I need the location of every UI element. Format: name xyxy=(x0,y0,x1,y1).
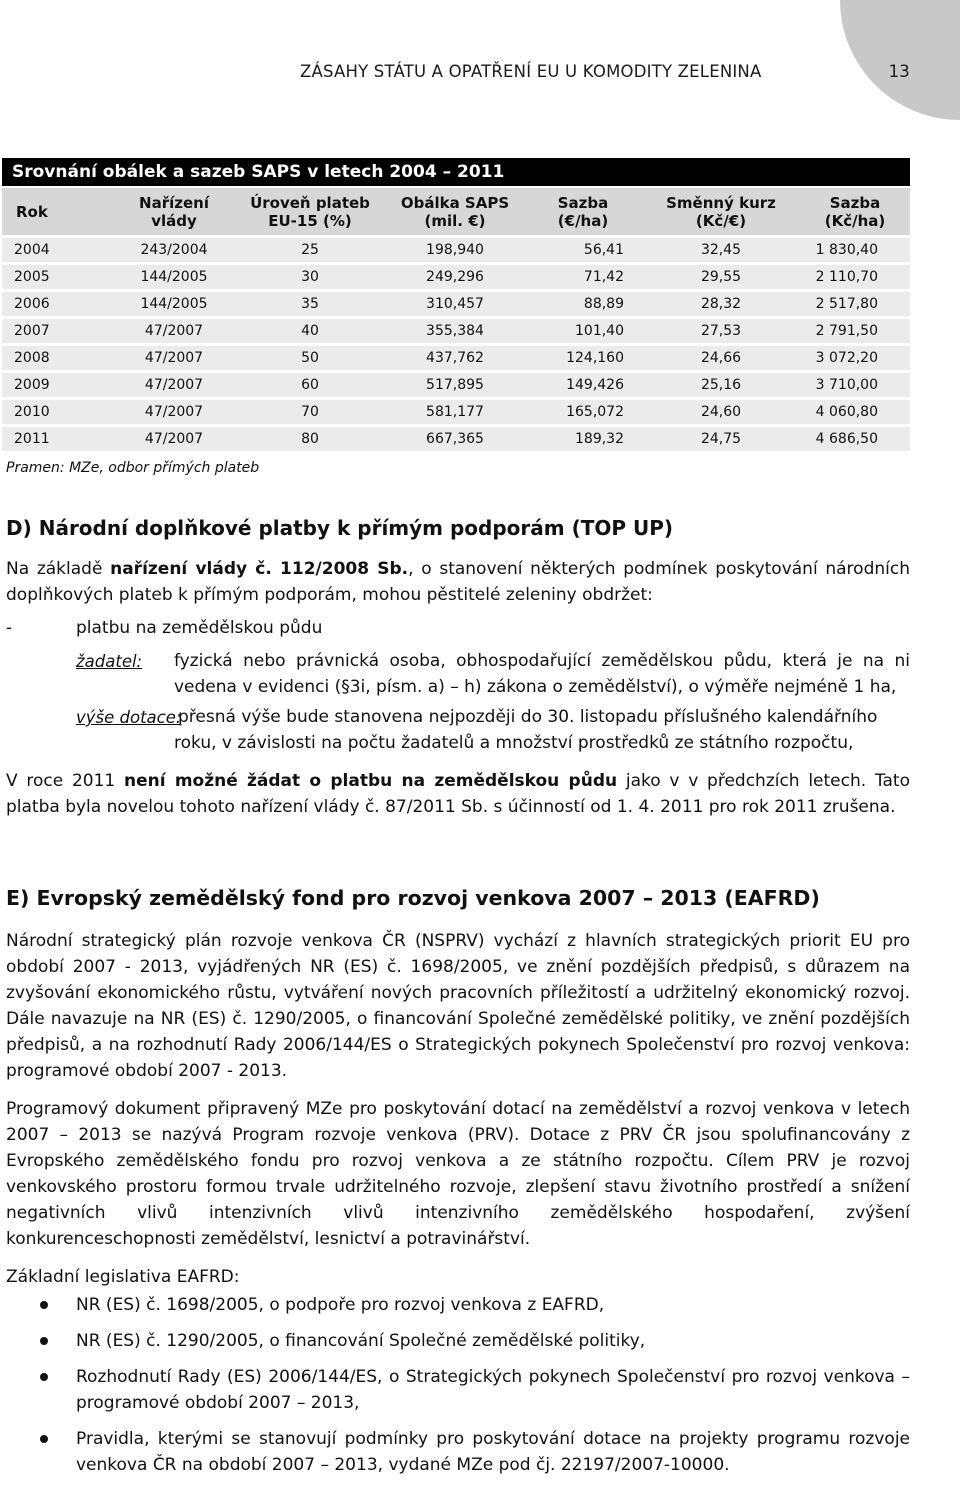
section-d-heading: D) Národní doplňkové platby k přímým podporám (TOP UP) xyxy=(6,516,674,540)
table-cell: 144/2005 xyxy=(114,291,234,318)
table-cell: 47/2007 xyxy=(114,345,234,372)
table-row xyxy=(2,399,910,426)
table-cell: 310,457 xyxy=(386,291,524,318)
legislation-item-text: Rozhodnutí Rady (ES) 2006/144/ES, o Strategických pokynech Společenství pro rozvoj venkova – programové období 2007 – 2013, xyxy=(76,1367,910,1413)
legislation-label: Základní legislativa EAFRD: xyxy=(6,1267,240,1287)
table-row xyxy=(2,345,910,372)
table-row xyxy=(2,264,910,291)
legislation-item-text: Pravidla, kterými se stanovují podmínky pro poskytování dotace na projekty programu rozvoje venkova ČR na období 2007 – 2013, vydané MZe pod čj. 22197/2007-10000. xyxy=(76,1429,910,1475)
bullet-icon xyxy=(40,1301,48,1309)
table-cell: 28,32 xyxy=(642,291,800,318)
col-header-uroven: Úroveň plateb EU-15 (%) xyxy=(234,188,386,237)
table-row xyxy=(2,318,910,345)
col-header-sazba-eur: Sazba (€/ha) xyxy=(524,188,642,237)
bullet-icon xyxy=(40,1337,48,1345)
amount-label: výše dotace: xyxy=(76,708,182,727)
table-cell: 2004 xyxy=(2,237,114,264)
table-cell: 2009 xyxy=(2,372,114,399)
table-cell: 24,66 xyxy=(642,345,800,372)
applicant-label: žadatel: xyxy=(76,652,143,671)
table-cell: 47/2007 xyxy=(114,426,234,452)
table-cell: 4 686,50 xyxy=(800,426,910,452)
table-cell: 189,32 xyxy=(524,426,642,452)
table-cell: 3 072,20 xyxy=(800,345,910,372)
table-cell: 243/2004 xyxy=(114,237,234,264)
page-number: 13 xyxy=(888,62,910,81)
table-cell: 2007 xyxy=(2,318,114,345)
table-cell: 47/2007 xyxy=(114,399,234,426)
legislation-item-text: NR (ES) č. 1698/2005, o podpoře pro rozvoj venkova z EAFRD, xyxy=(76,1295,605,1315)
col-header-sazba-czk: Sazba (Kč/ha) xyxy=(800,188,910,237)
table-cell: 24,60 xyxy=(642,399,800,426)
legislation-item xyxy=(6,1364,910,1416)
table-cell: 40 xyxy=(234,318,386,345)
table-row xyxy=(2,237,910,264)
applicant-text: fyzická nebo právnická osoba, obhospodařující zemědělskou půdu, která je na ni vedena v evidenci (§3i, písm. a) – h) zákona o zemědělství), o výměře nejméně 1 ha, xyxy=(174,651,910,697)
table-cell: 1 830,40 xyxy=(800,237,910,264)
legislation-item xyxy=(6,1328,910,1354)
table-cell: 25,16 xyxy=(642,372,800,399)
table-cell: 581,177 xyxy=(386,399,524,426)
col-header-rok: Rok xyxy=(2,188,114,237)
table-cell: 144/2005 xyxy=(114,264,234,291)
table-cell: 101,40 xyxy=(524,318,642,345)
table-cell: 2010 xyxy=(2,399,114,426)
legislation-item xyxy=(6,1292,910,1318)
running-title: ZÁSAHY STÁTU A OPATŘENÍ EU U KOMODITY ZELENINA xyxy=(300,62,762,81)
section-d-intro: Na základě nařízení vlády č. 112/2008 Sb., o stanovení některých podmínek poskytování národních doplňkových plateb k přímým podporám, mohou pěstitelé zeleniny obdržet: xyxy=(6,559,910,605)
page-corner-decoration xyxy=(840,0,960,120)
amount-text-2: roku, v závislosti na počtu žadatelů a množství prostředků ze státního rozpočtu, xyxy=(174,733,854,753)
table-cell: 25 xyxy=(234,237,386,264)
table-cell: 149,426 xyxy=(524,372,642,399)
table-cell: 517,895 xyxy=(386,372,524,399)
table-cell: 249,296 xyxy=(386,264,524,291)
section-e-paragraph-1: Národní strategický plán rozvoje venkova ČR (NSPRV) vychází z hlavních strategických priorit EU pro období 2007 - 2013, vyjádřených NR (ES) č. 1698/2005, ve znění pozdějších předpisů, s důrazem na zvyšování ekonomického růstu, vytváření nových pracovních příležitostí a udržitelný ekonomický rozvoj. Dále navazuje na NR (ES) č. 1290/2005, o financování Společné zemědělské politiky, ve znění pozdějších předpisů, a na rozhodnutí Rady 2006/144/ES o Strategických pokynech Společenství pro rozvoj venkova: programové období 2007 - 2013. xyxy=(6,931,910,1081)
saps-table xyxy=(2,188,910,451)
table-cell: 50 xyxy=(234,345,386,372)
table-cell: 56,41 xyxy=(524,237,642,264)
table-cell: 437,762 xyxy=(386,345,524,372)
legislation-item xyxy=(6,1426,910,1478)
table-cell: 2005 xyxy=(2,264,114,291)
table-row xyxy=(2,372,910,399)
table-cell: 2 791,50 xyxy=(800,318,910,345)
col-header-narizeni: Nařízení vlády xyxy=(114,188,234,237)
table-cell: 32,45 xyxy=(642,237,800,264)
table-cell: 70 xyxy=(234,399,386,426)
table-cell: 35 xyxy=(234,291,386,318)
dash-marker: - xyxy=(6,618,13,638)
table-cell: 88,89 xyxy=(524,291,642,318)
table-cell: 60 xyxy=(234,372,386,399)
payment-item-label: platbu na zemědělskou půdu xyxy=(76,618,323,638)
table-title-bar xyxy=(2,158,910,186)
table-cell: 667,365 xyxy=(386,426,524,452)
table-cell: 71,42 xyxy=(524,264,642,291)
table-cell: 355,384 xyxy=(386,318,524,345)
table-cell: 2011 xyxy=(2,426,114,452)
table-cell: 2008 xyxy=(2,345,114,372)
table-cell: 80 xyxy=(234,426,386,452)
table-cell: 30 xyxy=(234,264,386,291)
table-cell: 47/2007 xyxy=(114,372,234,399)
amount-text-1: přesná výše bude stanovena nejpozději do 30. listopadu příslušného kalendářního xyxy=(178,707,878,727)
table-title: Srovnání obálek a sazeb SAPS v letech 2004 – 2011 xyxy=(12,162,505,182)
table-cell: 198,940 xyxy=(386,237,524,264)
table-cell: 2 517,80 xyxy=(800,291,910,318)
legislation-item-text: NR (ES) č. 1290/2005, o financování Společné zemědělské politiky, xyxy=(76,1331,646,1351)
table-cell: 165,072 xyxy=(524,399,642,426)
table-cell: 3 710,00 xyxy=(800,372,910,399)
bullet-icon xyxy=(40,1435,48,1443)
table-cell: 27,53 xyxy=(642,318,800,345)
table-header-row xyxy=(2,188,910,237)
page-header xyxy=(300,62,910,86)
col-header-kurz: Směnný kurz (Kč/€) xyxy=(642,188,800,237)
table-cell: 4 060,80 xyxy=(800,399,910,426)
table-row xyxy=(2,426,910,452)
bullet-icon xyxy=(40,1373,48,1381)
col-header-obalka: Obálka SAPS (mil. €) xyxy=(386,188,524,237)
section-d-note: V roce 2011 není možné žádat o platbu na zemědělskou půdu jako v v předchzích letech. Tato platba byla novelou tohoto nařízení vlády č. 87/2011 Sb. s účinností od 1. 4. 2011 pro rok 2011 zrušena. xyxy=(6,771,910,817)
section-e-heading: E) Evropský zemědělský fond pro rozvoj venkova 2007 – 2013 (EAFRD) xyxy=(6,886,820,910)
legislation-list xyxy=(6,1292,910,1488)
table-cell: 47/2007 xyxy=(114,318,234,345)
section-e-paragraph-2: Programový dokument připravený MZe pro poskytování dotací na zemědělství a rozvoj venkova v letech 2007 – 2013 se nazývá Program rozvoje venkova (PRV). Dotace z PRV ČR jsou spolufinancovány z Evropského zemědělského fondu pro rozvoj venkova a ze státního rozpočtu. Cílem PRV je rozvoj venkovského prostoru formou trvale udržitelného rozvoje, zlepšení stavu životního prostředí a snížení negativních vlivů intenzivních vlivů intenzivního zemědělského hospodaření, zvýšení konkurenceschopnosti zemědělství, lesnictví a potravinářství. xyxy=(6,1099,910,1249)
table-cell: 29,55 xyxy=(642,264,800,291)
table-cell: 2 110,70 xyxy=(800,264,910,291)
table-cell: 24,75 xyxy=(642,426,800,452)
table-cell: 2006 xyxy=(2,291,114,318)
table-source: Pramen: MZe, odbor přímých plateb xyxy=(6,460,260,476)
table-row xyxy=(2,291,910,318)
table-cell: 124,160 xyxy=(524,345,642,372)
